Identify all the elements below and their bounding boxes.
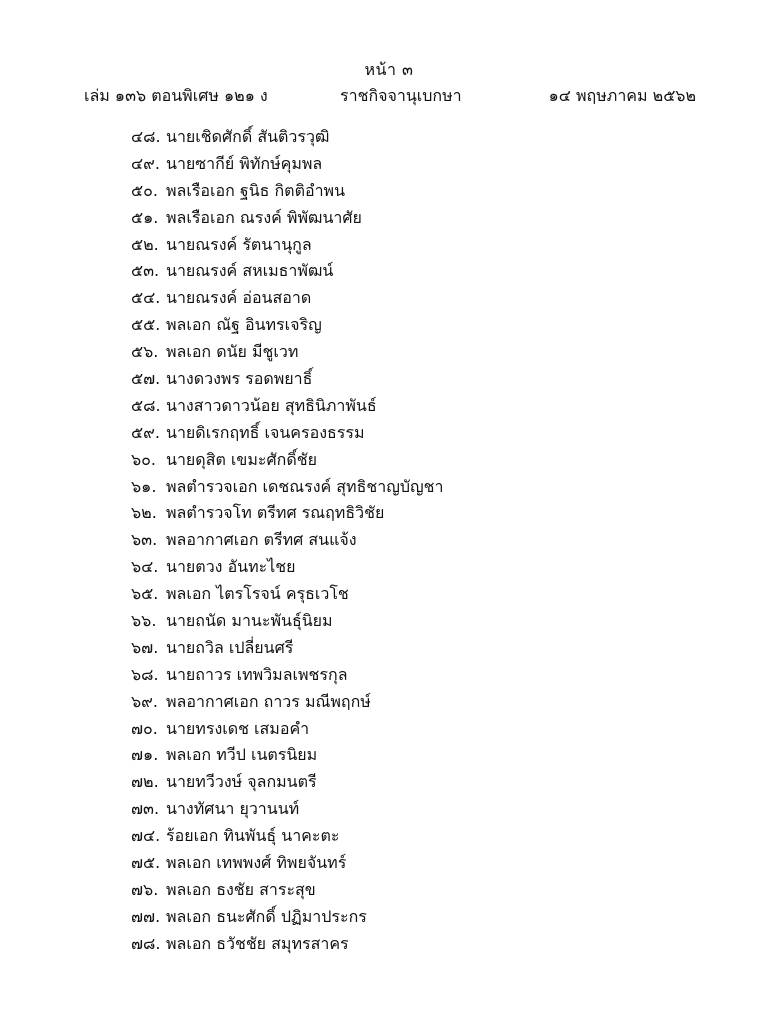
list-item <box>0 366 778 393</box>
item-number: ๗๓. <box>131 799 160 819</box>
person-name: นายถวิล เปลี่ยนศรี <box>166 637 294 657</box>
item-number: ๗๕. <box>131 853 161 873</box>
item-number: ๔๙. <box>131 153 160 173</box>
person-name: พลเอก ทวีป เนตรนิยม <box>166 745 318 765</box>
item-number: ๗๒. <box>131 772 159 792</box>
person-name: นายถาวร เทพวิมลเพชรกุล <box>166 664 348 684</box>
item-number: ๖๙. <box>131 691 158 711</box>
item-number: ๕๕. <box>131 315 161 335</box>
list-item <box>0 339 778 366</box>
item-number: ๗๔. <box>131 826 161 846</box>
item-number: ๕๑. <box>131 207 159 227</box>
name-list <box>0 124 778 958</box>
item-number: ๕๖. <box>131 342 159 362</box>
item-number: ๔๘. <box>131 127 161 146</box>
item-number: ๖๕. <box>131 584 159 604</box>
list-item <box>0 635 778 662</box>
item-number: ๕๙. <box>131 422 160 442</box>
person-name: นายตวง อันทะไชย <box>166 557 296 577</box>
item-number: ๖๐. <box>131 449 157 469</box>
item-number: ๕๘. <box>131 395 161 415</box>
person-name: พลเรือเอก ฐนิธ กิตติอำพน <box>166 180 346 200</box>
gazette-header <box>84 84 696 108</box>
list-item <box>0 500 778 527</box>
item-number: ๕๓. <box>131 261 160 281</box>
list-item <box>0 877 778 904</box>
list-item <box>0 608 778 635</box>
person-name: นายณรงค์ สหเมธาพัฒน์ <box>166 261 334 281</box>
item-number: ๕๐. <box>131 180 158 200</box>
list-item <box>0 662 778 689</box>
person-name: พลเอก ดนัย มีชูเวท <box>166 342 299 362</box>
list-item <box>0 904 778 931</box>
person-name: พลเอก ธนะศักดิ์ ปฏิมาประกร <box>166 906 367 926</box>
item-number: ๖๔. <box>131 557 159 577</box>
person-name: พลเอก ธงชัย สาระสุข <box>166 879 316 899</box>
list-item <box>0 420 778 447</box>
item-number: ๗๘. <box>131 933 161 953</box>
person-name: นายถนัด มานะพันธุ์นิยม <box>166 611 333 631</box>
person-name: พลเอก เทพพงศ์ ทิพยจันทร์ <box>166 853 347 873</box>
list-item <box>0 527 778 554</box>
list-item <box>0 769 778 796</box>
person-name: นางดวงพร รอดพยาธิ์ <box>166 369 313 389</box>
item-number: ๕๗. <box>131 369 161 389</box>
volume-issue: เล่ม ๑๓๖ ตอนพิเศษ ๑๒๑ ง <box>84 86 268 105</box>
person-name: ร้อยเอก ทินพันธุ์ นาคะตะ <box>166 826 340 846</box>
item-number: ๖๓. <box>131 530 158 550</box>
item-number: ๖๖. <box>131 611 157 631</box>
list-item <box>0 124 778 151</box>
person-name: พลเรือเอก ณรงค์ พิพัฒนาศัย <box>166 207 362 227</box>
person-name: นายณรงค์ รัตนานุกูล <box>166 234 312 254</box>
list-item <box>0 178 778 205</box>
list-item <box>0 205 778 232</box>
item-number: ๖๒. <box>131 503 157 523</box>
item-number: ๗๑. <box>131 745 159 765</box>
list-item <box>0 823 778 850</box>
list-item <box>0 285 778 312</box>
person-name: นายณรงค์ อ่อนสอาด <box>166 288 312 308</box>
list-item <box>0 312 778 339</box>
list-item <box>0 742 778 769</box>
person-name: นางทัศนา ยุวานนท์ <box>166 799 300 819</box>
item-number: ๖๘. <box>131 664 159 684</box>
item-number: ๕๒. <box>131 234 159 254</box>
person-name: พลตำรวจเอก เดชณรงค์ สุทธิชาญบัญชา <box>166 476 444 496</box>
person-name: นายทรงเดช เสมอคำ <box>166 718 310 738</box>
item-number: ๖๗. <box>131 637 159 657</box>
person-name: นายซากีย์ พิทักษ์คุมพล <box>166 153 323 173</box>
list-item <box>0 151 778 178</box>
person-name: นายดุสิต เขมะศักดิ์ชัย <box>166 449 317 469</box>
person-name: นายทวีวงษ์ จุลกมนตรี <box>166 772 317 792</box>
list-item <box>0 796 778 823</box>
person-name: พลอากาศเอก ถาวร มณีพฤกษ์ <box>166 691 371 711</box>
person-name: พลเอก ไตรโรจน์ ครุธเวโช <box>166 584 349 604</box>
person-name: พลตำรวจโท ตรีทศ รณฤทธิวิชัย <box>166 503 385 523</box>
list-item <box>0 716 778 743</box>
publication-title: ราชกิจจานุเบกษา <box>340 86 462 105</box>
person-name: พลเอก ณัฐ อินทรเจริญ <box>166 315 322 335</box>
list-item <box>0 447 778 474</box>
list-item <box>0 474 778 501</box>
item-number: ๗๗. <box>131 906 161 926</box>
list-item <box>0 258 778 285</box>
person-name: พลเอก ธวัชชัย สมุทรสาคร <box>166 933 349 953</box>
item-number: ๗๖. <box>131 879 159 899</box>
person-name: พลอากาศเอก ตรีทศ สนแจ้ง <box>166 530 357 550</box>
list-item <box>0 554 778 581</box>
item-number: ๕๔. <box>131 288 161 308</box>
list-item <box>0 393 778 420</box>
item-number: ๖๑. <box>131 476 157 496</box>
list-item <box>0 689 778 716</box>
person-name: นางสาวดาวน้อย สุทธินิภาพันธ์ <box>166 395 377 415</box>
item-number: ๗๐. <box>131 718 158 738</box>
list-item <box>0 581 778 608</box>
page-number: หน้า ๓ <box>364 60 414 79</box>
list-item <box>0 931 778 958</box>
person-name: นายเชิดศักดิ์ สันติวรวุฒิ <box>166 127 330 146</box>
list-item <box>0 850 778 877</box>
person-name: นายดิเรกฤทธิ์ เจนครองธรรม <box>166 422 365 442</box>
publication-date: ๑๔ พฤษภาคม ๒๕๖๒ <box>548 86 696 105</box>
list-item <box>0 232 778 259</box>
